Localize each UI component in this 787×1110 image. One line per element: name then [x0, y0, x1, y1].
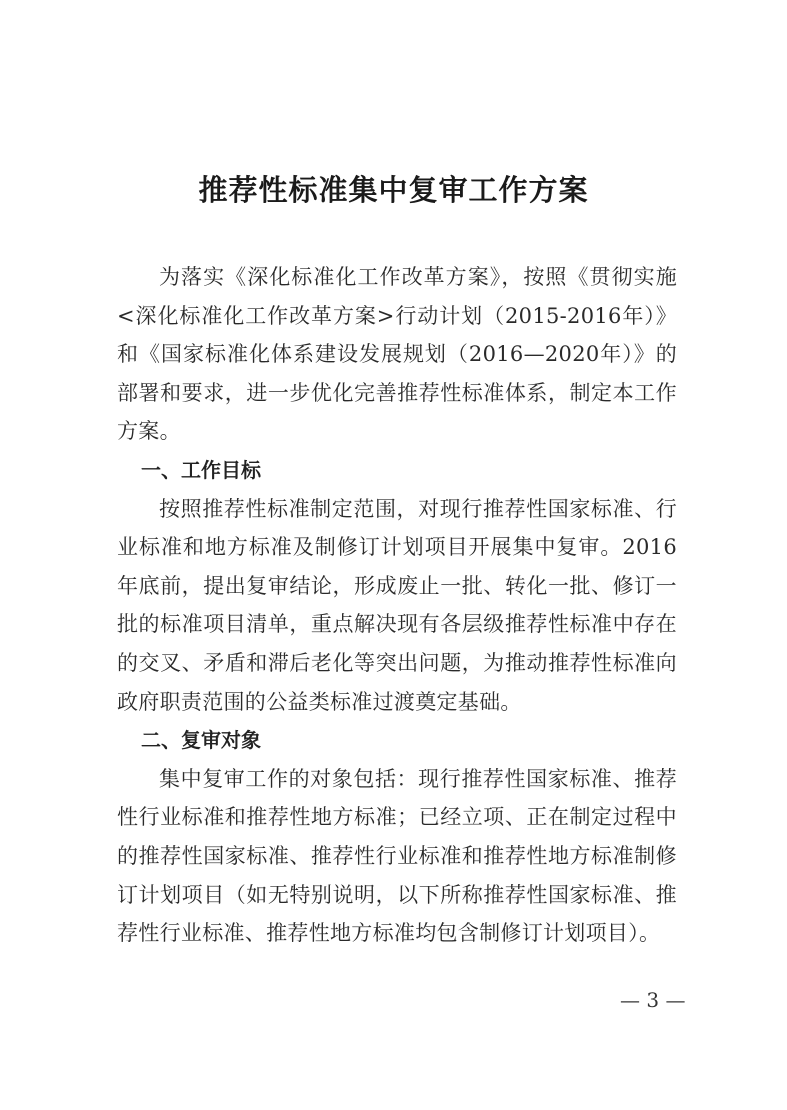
document-title: 推荐性标准集中复审工作方案 — [198, 173, 589, 207]
section-paragraph-review-scope: 集中复审工作的对象包括：现行推荐性国家标准、推荐性行业标准和推荐性地方标准；已经立项、正在制定过程中的推荐性国家标准、推荐性行业标准和推荐性地方标准制修订计划项目（如无特别说明，以下所称推荐性国家标准、推荐性行业标准、推荐性地方标准均包含制修订计划项目）。 — [117, 766, 677, 946]
page-number: — 3 — — [620, 988, 686, 1012]
section-heading-goals: 一、工作目标 — [141, 457, 261, 482]
section-heading-review-scope: 二、复审对象 — [141, 728, 261, 753]
section-paragraph-goals: 按照推荐性标准制定范围，对现行推荐性国家标准、行业标准和地方标准及制修订计划项目开展集中复审。2016 年底前，提出复审结论，形成废止一批、转化一批、修订一批的标准项目清单，重点解决现有各层级推荐性标准中存在的交叉、矛盾和滞后老化等突出问题，为推动推荐性标准向政府职责范围的公益类标准过渡奠定基础。 — [117, 496, 677, 714]
intro-paragraph: 为落实《深化标准化工作改革方案》，按照《贯彻实施<深化标准化工作改革方案>行动计划（2015-2016年）》和《国家标准化体系建设发展规划（2016—2020年）》的部署和要求，进一步优化完善推荐性标准体系，制定本工作方案。 — [117, 265, 677, 444]
document-body — [117, 258, 677, 953]
